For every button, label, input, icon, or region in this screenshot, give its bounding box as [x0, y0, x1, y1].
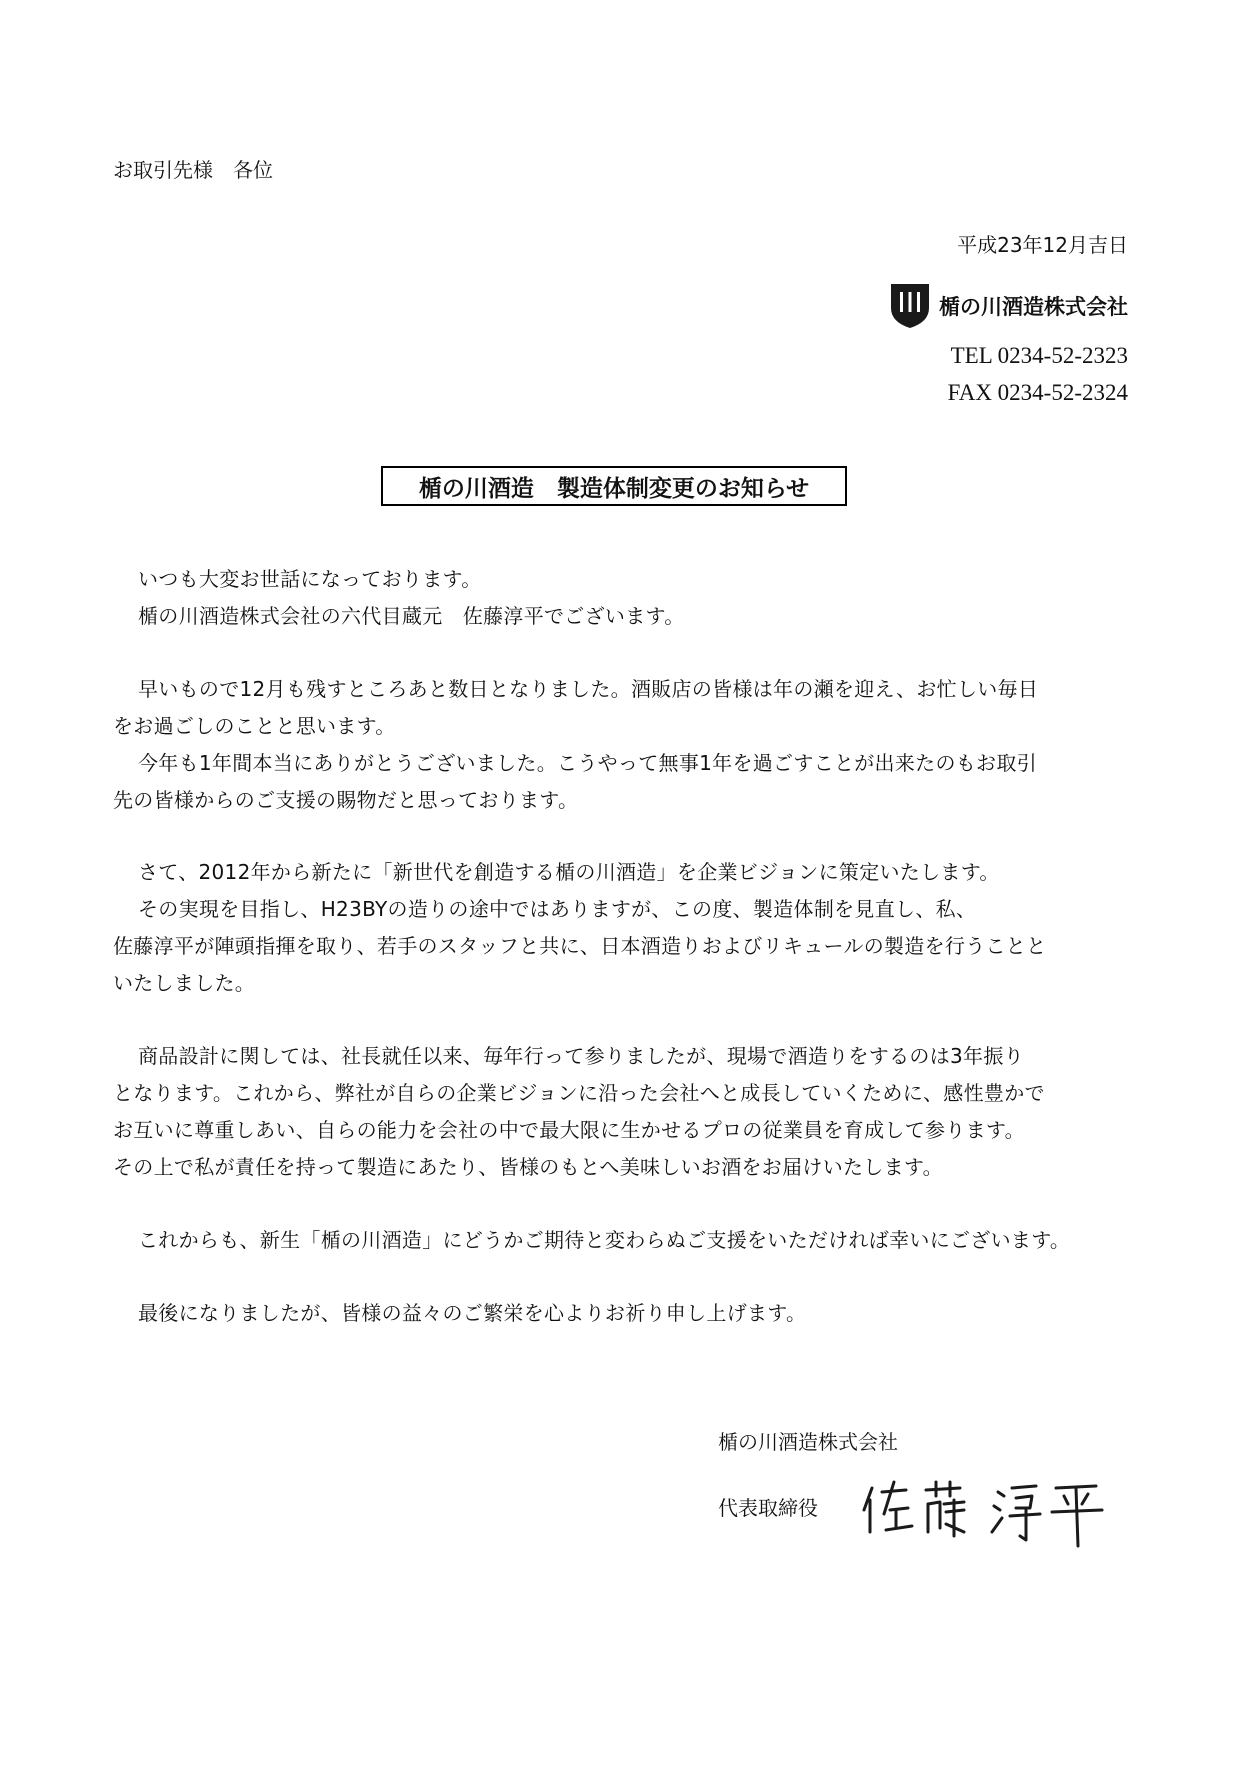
body-line: 楯の川酒造株式会社の六代目蔵元 佐藤淳平でございます。 [138, 604, 685, 628]
body-line: 商品設計に関しては、社長就任以来、毎年行って参りましたが、現場で酒造りをするのは3年振り [138, 1044, 1024, 1068]
body-line: いたしました。 [113, 971, 256, 995]
body-line: その実現を目指し、H23BYの造りの途中ではありますが、この度、製造体制を見直し、私、 [138, 897, 977, 921]
body-line: 最後になりましたが、皆様の益々のご繁栄を心よりお祈り申し上げます。 [138, 1301, 807, 1325]
body-line: 先の皆様からのご支援の賜物だと思っております。 [113, 788, 579, 812]
body-line: をお過ごしのことと思います。 [113, 714, 396, 738]
notice-title: 楯の川酒造 製造体制変更のお知らせ [418, 475, 810, 502]
date: 平成23年12月吉日 [957, 233, 1128, 257]
body-line: 今年も1年間本当にありがとうございました。こうやって無事1年を過ごすことが出来たのもお取引 [138, 751, 1037, 775]
fax-number: FAX 0234-52-2324 [947, 380, 1128, 405]
body-line: さて、2012年から新たに「新世代を創造する楯の川酒造」を企業ビジョンに策定いたします。 [138, 860, 1000, 884]
tel-number: TEL 0234-52-2323 [950, 343, 1128, 368]
notice-title-box [381, 466, 847, 506]
company-header [889, 282, 1128, 330]
handwritten-signature [860, 1470, 1120, 1550]
closing-title: 代表取締役 [718, 1496, 818, 1520]
company-header-name: 楯の川酒造株式会社 [939, 295, 1128, 319]
body-line: となります。これから、弊社が自らの企業ビジョンに沿った会社へと成長していくために、感性豊かで [113, 1081, 1045, 1105]
company-logo-icon [889, 282, 931, 330]
body-line: これからも、新生「楯の川酒造」にどうかご期待と変わらぬご支援をいただければ幸いにございます。 [138, 1228, 1071, 1252]
addressee: お取引先様 各位 [113, 158, 273, 182]
body-line: いつも大変お世話になっております。 [138, 567, 482, 591]
body-line: 早いもので12月も残すところあと数日となりました。酒販店の皆様は年の瀬を迎え、お忙しい毎日 [138, 677, 1039, 701]
body-line: その上で私が責任を持って製造にあたり、皆様のもとへ美味しいお酒をお届けいたします。 [113, 1155, 943, 1179]
body-line: 佐藤淳平が陣頭指揮を取り、若手のスタッフと共に、日本酒造りおよびリキュールの製造を行うことと [113, 934, 1047, 958]
body-line: お互いに尊重しあい、自らの能力を会社の中で最大限に生かせるプロの従業員を育成して参ります。 [113, 1118, 1025, 1142]
closing-company: 楯の川酒造株式会社 [718, 1430, 898, 1454]
